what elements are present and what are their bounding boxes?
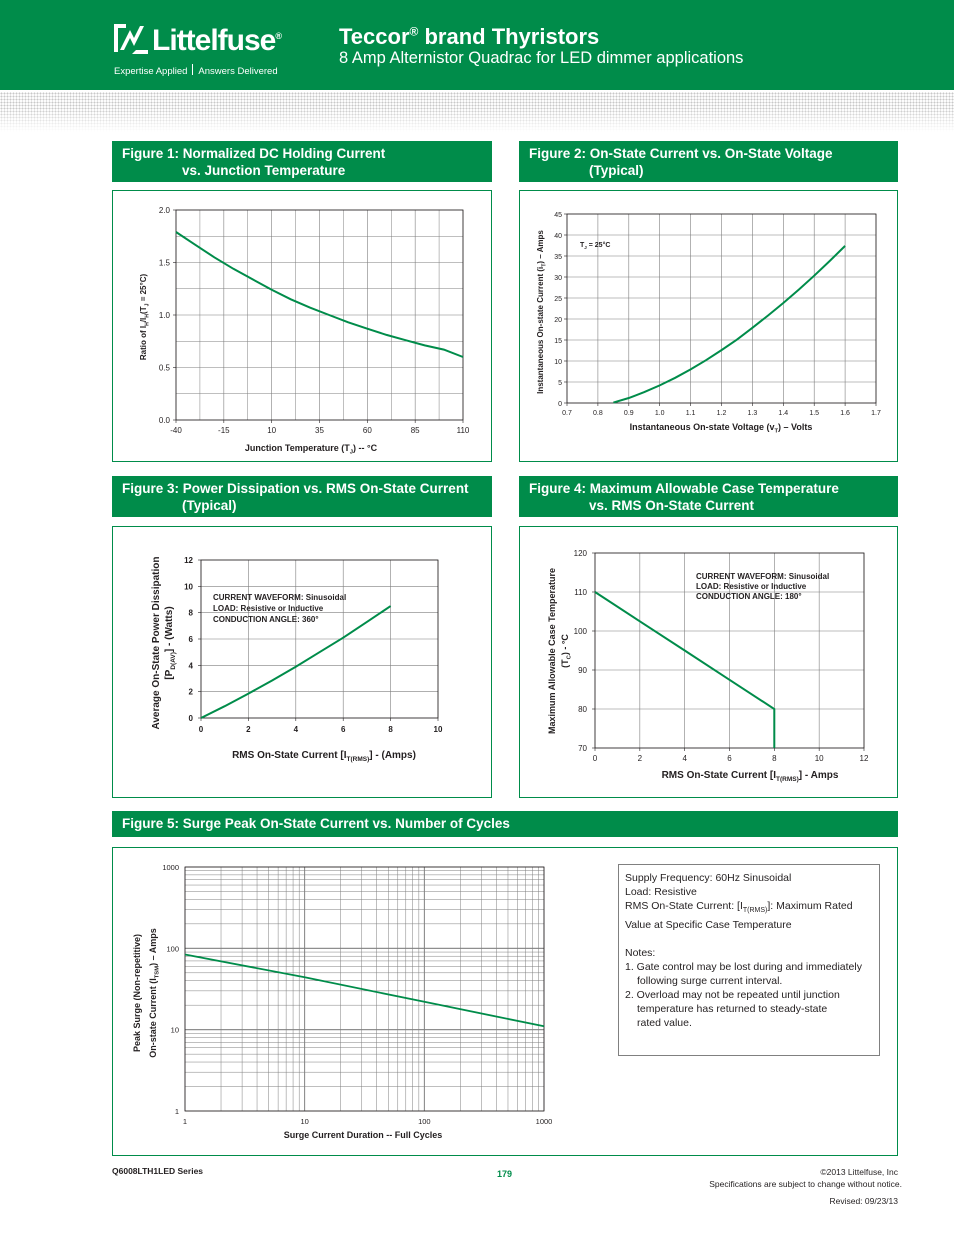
notes-title: Notes: (625, 947, 656, 960)
figure-4-title: Figure 4: Maximum Allowable Case Temperature vs. RMS On-State Current (519, 476, 898, 517)
x-tick-label: 4 (293, 725, 299, 734)
footer-revised: Revised: 09/23/13 (829, 1196, 898, 1206)
note-1: 1. Gate control may be lost during and immediately (625, 961, 862, 974)
y-tick-label: 45 (554, 212, 562, 219)
note-2-cont-2: rated value. (637, 1017, 692, 1030)
y-tick-label: 120 (573, 549, 587, 558)
y-tick-label: 5 (558, 380, 562, 387)
conditions-annotation: CURRENT WAVEFORM: Sinusoidal (213, 593, 347, 602)
figure-1-box (112, 190, 492, 462)
y-tick-label: 1000 (162, 863, 179, 872)
y-axis-label: Instantaneous On-state Current $(i_T)$ – Amps (536, 230, 548, 394)
figure-3-box (112, 526, 492, 798)
x-tick-label: 12 (859, 754, 869, 763)
figure-2-title: Figure 2: On-State Current vs. On-State Voltage (Typical) (519, 141, 898, 182)
y-axis-label-unit: $(T_C) - ^\circ C$ (560, 634, 573, 668)
x-tick-label: 1.5 (809, 410, 820, 417)
x-tick-label: 2 (637, 754, 643, 763)
y-tick-label: 25 (554, 296, 562, 303)
x-tick-label: 4 (682, 754, 687, 763)
x-tick-label: 1.0 (654, 410, 665, 417)
x-tick-label: 10 (814, 754, 824, 763)
note-supply: Supply Frequency: 60Hz Sinusoidal (625, 872, 792, 884)
y-axis-label: Peak Surge (Non-repetitive) (132, 933, 142, 1053)
x-tick-label: 1.2 (716, 410, 727, 417)
y-tick-label: 8 (188, 608, 193, 618)
page-number: 179 (497, 1169, 513, 1179)
y-tick-label: 15 (554, 338, 562, 345)
conditions-annotation: CONDUCTION ANGLE: 360° (213, 615, 319, 624)
y-tick-label: 0.5 (158, 363, 170, 373)
y-tick-label: 0 (188, 714, 193, 723)
x-tick-label: 10 (267, 426, 277, 435)
figure-5-notes (618, 864, 880, 1056)
littelfuse-logo-icon (112, 22, 150, 56)
x-tick-label: 35 (315, 426, 324, 435)
note-2: 2. Overload may not be repeated until junction (625, 989, 840, 1002)
y-tick-label: 10 (554, 359, 562, 366)
temperature-annotation: $T_J = 25^\circ C$ (580, 242, 611, 251)
y-axis-label-unit: On-state Current $(I_{TSM})$ – Amps (148, 928, 161, 1058)
figure-4-chart (520, 527, 897, 797)
x-tick-label: -15 (218, 426, 230, 435)
y-tick-label: 70 (578, 744, 587, 753)
x-axis-label: RMS On-State Current $[I_{T(RMS)}]$ - (Amps) (232, 750, 416, 763)
x-tick-label: 1.4 (778, 410, 789, 417)
figure-3-chart (113, 527, 491, 797)
x-tick-label: -40 (170, 426, 182, 435)
page-title: Teccor® brand Thyristors (339, 24, 600, 49)
y-tick-label: 35 (554, 254, 562, 261)
page-header (0, 0, 954, 90)
note-load: Load: Resistive (625, 886, 697, 898)
y-axis-label: Average On-State Power Dissipation (151, 556, 162, 730)
x-tick-label: 2 (246, 725, 251, 734)
littelfuse-logo (112, 22, 282, 82)
x-axis-label: RMS On-State Current $[I_{T(RMS)}]$ - Amps (661, 770, 839, 783)
y-tick-label: 0 (558, 401, 562, 408)
y-axis-label-unit: $[P_{D(AV)}]$ - (Watts) (164, 606, 177, 680)
x-tick-label: 1.1 (685, 410, 696, 417)
y-tick-label: 90 (578, 666, 587, 675)
footer-series: Q6008LTH1LED Series (112, 1166, 204, 1176)
x-tick-label: 10 (300, 1117, 309, 1126)
conditions-annotation: CONDUCTION ANGLE: 180° (696, 592, 802, 601)
x-tick-label: 8 (772, 754, 777, 763)
x-tick-label: 1000 (535, 1117, 553, 1126)
x-tick-label: 100 (418, 1117, 431, 1126)
y-tick-label: 20 (554, 317, 562, 324)
y-tick-label: 4 (188, 661, 193, 671)
y-tick-label: 100 (573, 627, 587, 636)
x-tick-label: 60 (362, 426, 372, 435)
footer-spec-notice: Specifications are subject to change without notice. (709, 1179, 902, 1189)
y-tick-label: 10 (170, 1025, 179, 1035)
figure-5-title: Figure 5: Surge Peak On-State Current vs. Number of Cycles (112, 811, 898, 837)
x-axis-label: Surge Current Duration -- Full Cycles (283, 1130, 443, 1140)
y-tick-label: 2.0 (158, 206, 170, 215)
y-tick-label: 0.0 (158, 416, 170, 425)
y-axis-label: Ratio of $I_H/I_H(T_J = 25^\circ C)$ (139, 273, 151, 361)
y-tick-label: 1.0 (158, 311, 170, 320)
x-tick-label: 1.3 (747, 410, 758, 417)
figure-2-chart (520, 191, 897, 461)
logo-wordmark: Littelfuse® (152, 24, 281, 57)
page-subtitle: 8 Amp Alternistor Quadrac for LED dimmer applications (339, 49, 744, 67)
x-tick-label: 1.7 (871, 410, 881, 417)
note-rms-cont: Value at Specific Case Temperature (625, 919, 792, 932)
conditions-annotation: LOAD: Resistive or Inductive (696, 582, 807, 591)
figure-3-title: Figure 3: Power Dissipation vs. RMS On-State Current (Typical) (112, 476, 492, 517)
figure-2-box (519, 190, 898, 462)
y-tick-label: 110 (574, 588, 587, 597)
series-line (613, 246, 845, 403)
y-tick-label: 1 (174, 1107, 179, 1116)
y-tick-label: 1.5 (158, 258, 170, 268)
x-tick-label: 0 (198, 725, 204, 734)
x-tick-label: 1.6 (840, 410, 850, 417)
x-tick-label: 0.7 (562, 410, 572, 417)
note-rms: RMS On-State Current: $[I_{T(RMS)}]$: Maximum Rated (625, 900, 853, 915)
x-tick-label: 1 (182, 1117, 188, 1126)
note-1-cont: following surge current interval. (637, 975, 783, 988)
figure-4-box (519, 526, 898, 798)
figure-1-title: Figure 1: Normalized DC Holding Current vs. Junction Temperature (112, 141, 492, 182)
x-tick-label: 0.9 (623, 410, 634, 417)
x-tick-label: 6 (340, 725, 346, 734)
x-tick-label: 0 (592, 754, 598, 763)
x-tick-label: 110 (456, 426, 470, 435)
figure-1-chart (113, 191, 491, 461)
note-2-cont: temperature has returned to steady-state (637, 1003, 828, 1016)
x-axis-label: Junction Temperature $(T_J) -- ^\circ C$ (244, 443, 378, 456)
conditions-annotation: LOAD: Resistive or Inductive (213, 604, 324, 613)
x-tick-label: 6 (727, 754, 732, 763)
series-line (185, 955, 544, 1027)
y-tick-label: 30 (554, 275, 562, 282)
x-tick-label: 10 (433, 725, 443, 734)
conditions-annotation: CURRENT WAVEFORM: Sinusoidal (696, 572, 830, 581)
y-tick-label: 40 (554, 233, 562, 240)
y-tick-label: 6 (188, 635, 193, 644)
x-tick-label: 8 (388, 725, 393, 734)
x-tick-label: 0.8 (593, 410, 603, 417)
y-tick-label: 80 (578, 705, 587, 714)
y-tick-label: 2 (188, 687, 193, 697)
x-axis-label: Instantaneous On-state Voltage $(v_T)$ – Volts (629, 422, 813, 435)
y-tick-label: 10 (184, 582, 193, 592)
footer-copyright: ©2013 Littelfuse, Inc (820, 1167, 898, 1177)
y-axis-label: Maximum Allowable Case Temperature (547, 567, 557, 735)
y-tick-label: 12 (184, 556, 193, 565)
logo-tagline: Expertise Applied Answers Delivered (114, 66, 278, 77)
y-tick-label: 100 (166, 944, 179, 954)
x-tick-label: 85 (410, 426, 420, 435)
